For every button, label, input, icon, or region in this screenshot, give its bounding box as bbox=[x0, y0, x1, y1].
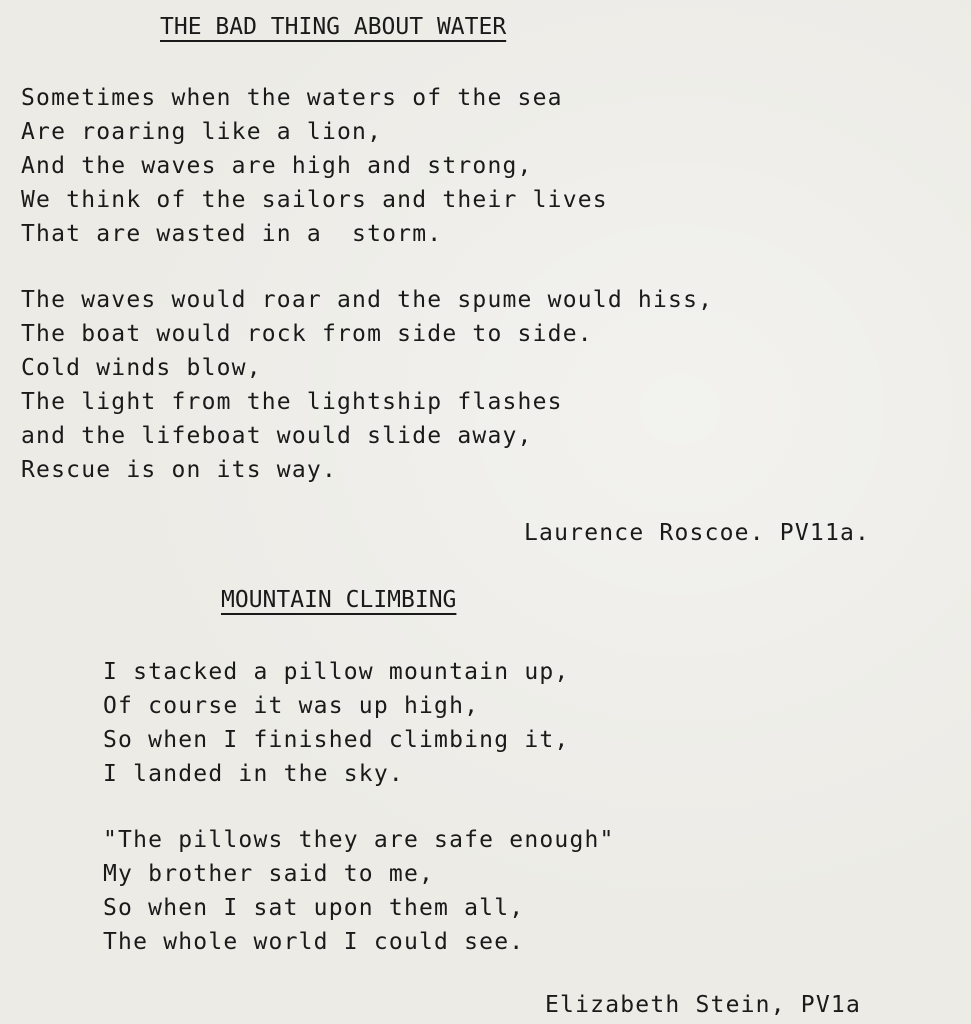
poem-line: And the waves are high and strong, bbox=[21, 153, 533, 179]
poem2-author: Elizabeth Stein, PV1a bbox=[545, 992, 861, 1018]
poem-line: So when I sat upon them all, bbox=[103, 895, 525, 921]
poem-line: I landed in the sky. bbox=[103, 761, 404, 787]
poem-line: The light from the lightship flashes bbox=[21, 389, 563, 415]
poem1-author: Laurence Roscoe. PV11a. bbox=[524, 520, 871, 546]
poem1-stanza-2 bbox=[21, 283, 713, 487]
poem2-stanza-2 bbox=[103, 823, 615, 959]
poem-line: Cold winds blow, bbox=[21, 355, 262, 381]
poem-line: I stacked a pillow mountain up, bbox=[103, 659, 570, 685]
poem-line: My brother said to me, bbox=[103, 861, 435, 887]
poem-line: We think of the sailors and their lives bbox=[21, 187, 608, 213]
poem-line: So when I finished climbing it, bbox=[103, 727, 570, 753]
poem1-title: THE BAD THING ABOUT WATER bbox=[160, 14, 507, 40]
poem-line: Sometimes when the waters of the sea bbox=[21, 85, 563, 111]
poem-line: The boat would rock from side to side. bbox=[21, 321, 593, 347]
poem2-stanza-1 bbox=[103, 655, 569, 791]
poem2-title: MOUNTAIN CLIMBING bbox=[221, 587, 457, 613]
poem-line: "The pillows they are safe enough" bbox=[103, 827, 615, 853]
poem-line: The waves would roar and the spume would hiss, bbox=[21, 287, 714, 313]
poem-line: Are roaring like a lion, bbox=[21, 119, 383, 145]
poem-line: The whole world I could see. bbox=[103, 929, 525, 955]
poem1-stanza-1 bbox=[21, 81, 608, 251]
poem-line: Rescue is on its way. bbox=[21, 457, 337, 483]
poem-line: and the lifeboat would slide away, bbox=[21, 423, 533, 449]
poem-line: Of course it was up high, bbox=[103, 693, 480, 719]
poem-line: That are wasted in a storm. bbox=[21, 221, 443, 247]
